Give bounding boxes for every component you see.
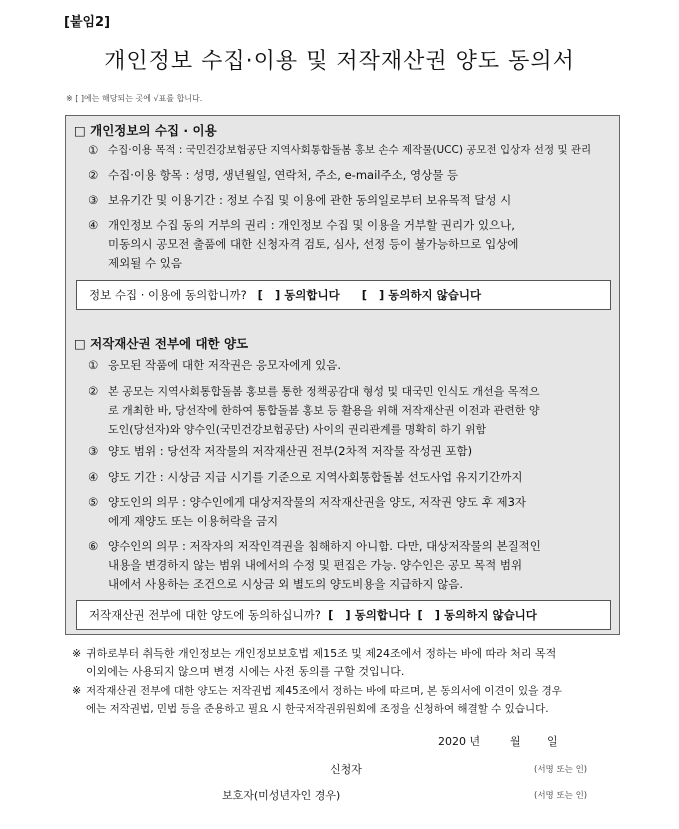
section2-item-2 <box>88 382 613 442</box>
item-number: ③ <box>88 193 99 207</box>
section1-heading: □ 개인정보의 수집 · 이용 <box>74 123 217 138</box>
footnote-line: 저작재산권 전부에 대한 양도는 저작권법 제45조에서 정하는 바에 따르며, 본 동의서에 이견이 있을 경우 <box>86 685 562 697</box>
applicant-label: 신청자 <box>330 763 362 776</box>
footnote-line: 귀하로부터 취득한 개인정보는 개인정보보호법 제15조 및 제24조에서 정하는 바에 따라 처리 목적 <box>86 647 557 660</box>
footnote-line: 에는 저작권법, 민법 등을 준용하고 필요 시 한국저작권위원회에 조정을 신청하여 해결할 수 있습니다. <box>86 703 549 715</box>
item-text: 양도 범위 : 당선작 저작물의 저작재산권 전부(2차적 저작물 작성권 포함) <box>108 444 473 458</box>
guardian-signature-field[interactable]: (서명 또는 인) <box>534 791 588 801</box>
item-text-line: 개인정보 수집 동의 거부의 권리 : 개인정보 수집 및 이용을 거부할 권리가 있으나, <box>108 218 515 232</box>
section1-agree-checkbox[interactable]: [ ] 동의합니다 <box>257 288 340 302</box>
date-year: 2020 년 <box>438 735 481 748</box>
item-text-line: 미동의시 공모전 출품에 대한 신청자격 검토, 심사, 선정 등이 불가능하므로 입상에 <box>108 237 519 251</box>
section2-consent-box <box>76 600 611 630</box>
applicant-signature-field[interactable]: (서명 또는 인) <box>534 765 588 775</box>
item-text: 수집·이용 항목 : 성명, 생년월일, 연락처, 주소, e-mail주소, 영상물 등 <box>108 168 459 182</box>
item-text-line: 양도인의 의무 : 양수인에게 대상저작물의 저작재산권을 양도, 저작권 양도 후 제3자 <box>108 495 526 509</box>
item-number: ② <box>88 168 99 182</box>
item-text-line: 제외될 수 있음 <box>108 256 182 270</box>
item-number: ① <box>88 358 99 372</box>
section1-consent-box <box>76 280 611 310</box>
footnote-mark: ※ <box>72 647 82 660</box>
item-text: 양도 기간 : 시상금 지급 시기를 기준으로 지역사회통합돌봄 선도사업 유지기간까지 <box>108 470 523 484</box>
section1-disagree-checkbox[interactable]: [ ] 동의하지 않습니다 <box>361 288 482 302</box>
section2-item-5 <box>88 493 613 533</box>
item-number: ④ <box>88 218 99 232</box>
section2-heading: □ 저작재산권 전부에 대한 양도 <box>74 336 249 351</box>
consent-panel <box>65 115 620 635</box>
date-month: 월 <box>510 735 521 748</box>
section1-item-4 <box>88 216 613 276</box>
item-number: ⑤ <box>88 495 99 509</box>
checkbox-note: ※ [ ]에는 해당되는 곳에 √표를 합니다. <box>66 94 203 103</box>
item-text-line: 내에서 사용하는 조건으로 시상금 외 별도의 양도비용을 지급하지 않음. <box>108 577 464 591</box>
item-text: 보유기간 및 이용기간 : 정보 수집 및 이용에 관한 동의일로부터 보유목적 달성 시 <box>108 193 512 207</box>
section2-disagree-checkbox[interactable]: [ ] 동의하지 않습니다 <box>417 608 537 622</box>
item-number: ③ <box>88 444 99 458</box>
section1-consent-question: 정보 수집 · 이용에 동의합니까? <box>89 288 247 302</box>
item-text-line: 도인(당선자)와 양수인(국민건강보험공단) 사이의 권리관계를 명확히 하기 위함 <box>108 423 487 436</box>
guardian-label: 보호자(미성년자인 경우) <box>222 789 341 802</box>
footnote-mark: ※ <box>72 684 82 697</box>
item-text-line: 에게 재양도 또는 이용허락을 금지 <box>108 514 279 528</box>
footnote-copyright <box>72 682 632 720</box>
item-number: ① <box>88 143 99 157</box>
item-text-line: 양수인의 의무 : 저작자의 저작인격권을 침해하지 아니함. 다만, 대상저작물의 본질적인 <box>108 539 541 553</box>
document-title: 개인정보 수집·이용 및 저작재산권 양도 동의서 <box>104 49 575 74</box>
section2-agree-checkbox[interactable]: [ ] 동의합니다 <box>328 608 411 622</box>
item-number: ④ <box>88 470 99 484</box>
attachment-label: [붙임2] <box>64 15 111 30</box>
item-number: ② <box>88 384 99 398</box>
footnote-privacy <box>72 645 632 683</box>
date-day: 일 <box>547 735 558 748</box>
section2-consent-question: 저작재산권 전부에 대한 양도에 동의하십니까? <box>89 608 321 622</box>
item-text: 응모된 작품에 대한 저작권은 응모자에게 있음. <box>108 358 342 372</box>
item-number: ⑥ <box>88 539 99 553</box>
section2-item-6 <box>88 537 613 597</box>
footnote-line: 이외에는 사용되지 않으며 변경 시에는 사전 동의를 구할 것입니다. <box>86 665 405 678</box>
item-text: 수집·이용 목적 : 국민건강보험공단 지역사회통합돌봄 홍보 손수 제작물(UCC) 공모전 입상자 선정 및 관리 <box>108 144 592 156</box>
item-text-line: 내용을 변경하지 않는 범위 내에서의 수정 및 편집은 가능. 양수인은 공모 목적 범위 <box>108 558 523 572</box>
item-text-line: 본 공모는 지역사회통합돌봄 홍보를 통한 정책공감대 형성 및 대국민 인식도 개선을 목적으 <box>108 385 540 398</box>
item-text-line: 로 개최한 바, 당선작에 한하여 통합돌봄 홍보 등 활용을 위해 저작재산권 이전과 관련한 양 <box>108 404 540 417</box>
